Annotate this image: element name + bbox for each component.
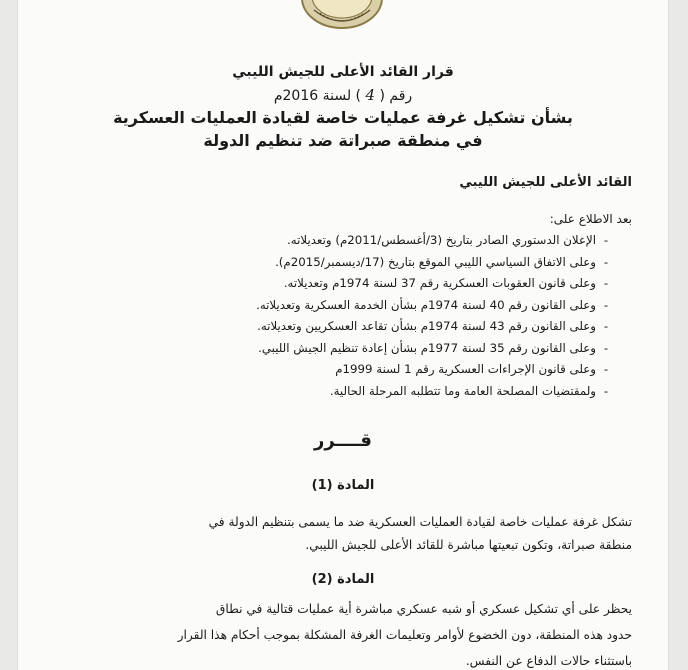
preamble-item: -وعلى القانون رقم 43 لسنة 1974م بشأن تقاعد العسكريين وتعديلاته. [257, 319, 609, 333]
decision-number: 4 [365, 86, 376, 104]
article-1-line: تشكل غرفة عمليات خاصة لقيادة العمليات العسكرية ضد ما يسمى بتنظيم الدولة في [208, 515, 632, 529]
article-2-line: يحظر على أي تشكيل عسكري أو شبه عسكري مباشرة أية عمليات قتالية في نطاق [215, 602, 632, 616]
authority-heading: القائد الأعلى للجيش الليبي [459, 175, 632, 190]
article-1-heading: المادة (1) [311, 478, 375, 493]
document-title: قرار القائد الأعلى للجيش الليبي [232, 64, 454, 80]
preamble-item: -وعلى قانون العقوبات العسكرية رقم 37 لسنة 1974م وتعديلاته. [283, 276, 609, 290]
number-suffix: ) لسنة 2016م [273, 88, 362, 104]
number-prefix: رقم ( [379, 88, 413, 104]
preamble-item: -الإعلان الدستوري الصادر بتاريخ (3/أغسطس/2011م) وتعديلاته. [287, 233, 609, 247]
article-2-line: حدود هذه المنطقة، دون الخضوع لأوامر وتعليمات الغرفة المشكلة بموجب أحكام هذا القرار [177, 628, 632, 642]
article-2-line: باستثناء حالات الدفاع عن النفس. [465, 654, 632, 668]
preamble-item: -وعلى الاتفاق السياسي الليبي الموقع بتاريخ (17/ديسمبر/2015م). [275, 254, 609, 269]
preamble-item: -وعلى القانون رقم 35 لسنة 1977م بشأن إعادة تنظيم الجيش الليبي. [258, 340, 609, 355]
subject-line-1: بشأن تشكيل غرفة عمليات خاصة لقيادة العمليات العسكرية [113, 108, 573, 127]
emblem-seal-icon [300, 0, 384, 30]
article-1-line: منطقة صبراتة، وتكون تبعيتها مباشرة للقائد الأعلى للجيش الليبي. [305, 538, 632, 552]
decision-number-line [18, 86, 668, 104]
decree-heading: قــــرر [314, 430, 372, 451]
article-2-heading: المادة (2) [311, 572, 375, 587]
preamble-item: -وعلى القانون رقم 40 لسنة 1974م بشأن الخدمة العسكرية وتعديلاته. [256, 297, 609, 312]
preamble-item: -وعلى قانون الإجراءات العسكرية رقم 1 لسنة 1999م [335, 362, 609, 376]
preamble-intro: بعد الاطلاع على: [549, 212, 632, 226]
preamble-item: -ولمقتضيات المصلحة العامة وما تتطلبه المرحلة الحالية. [329, 383, 609, 398]
subject-line-2: في منطقة صبراتة ضد تنظيم الدولة [203, 131, 483, 150]
preamble-list [256, 230, 616, 402]
document-page [18, 0, 668, 670]
